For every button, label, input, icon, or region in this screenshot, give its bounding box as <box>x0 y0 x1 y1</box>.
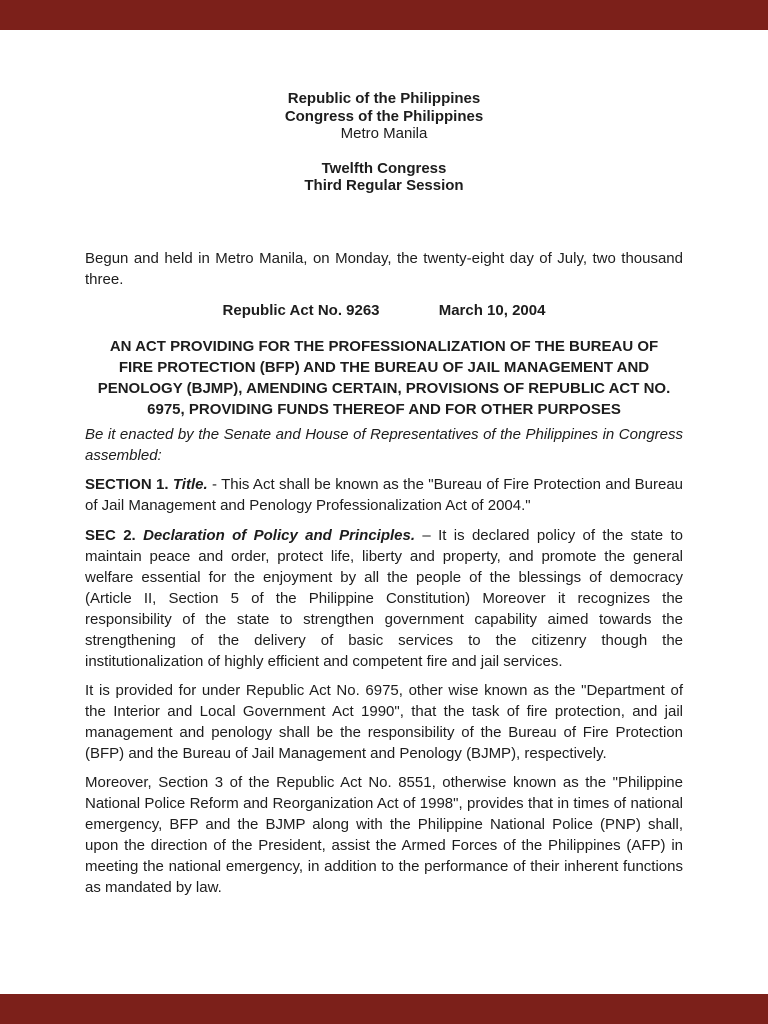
viewer-top-bar <box>0 0 768 30</box>
section-1-heading: Title. <box>172 475 208 493</box>
act-date: March 10, 2004 <box>438 301 546 319</box>
ra-6975-paragraph: It is provided for under Republic Act No. 6975, other wise known as the "Department of the Interior and Local Government Act 1990", that the task of fire protection, and jail management and penology shall be the responsibility of the Bureau of Fire Protection (BFP) and the Bureau of Jail Management and Penology (BJMP), respectively. <box>85 681 683 762</box>
header-metro-manila-line: Metro Manila <box>340 125 428 142</box>
section-2-paragraph <box>85 525 683 672</box>
document-page <box>0 30 768 994</box>
act-title-line: FIRE PROTECTION (BFP) AND THE BUREAU OF JAIL MANAGEMENT AND <box>118 358 650 376</box>
section-1-paragraph <box>85 474 683 516</box>
section-2-heading: Declaration of Policy and Principles. <box>143 526 416 544</box>
ra-8551-paragraph: Moreover, Section 3 of the Republic Act No. 8551, otherwise known as the "Philippine National Police Reform and Reorganization Act of 1998", provides that in times of national emergency, BFP and the BJMP along with the Philippine National Police (PNP) shall, upon the direction of the President, assist the Armed Forces of the Philippines (AFP) in meeting the national emergency, in addition to the performance of their inherent functions as mandated by law. <box>85 773 683 896</box>
preamble-paragraph: Begun and held in Metro Manila, on Monday, the twenty-eight day of July, two thousand three. <box>85 249 683 288</box>
viewer-bottom-bar <box>0 994 768 1024</box>
act-number: Republic Act No. 9263 <box>222 301 380 319</box>
act-title-line: 6975, PROVIDING FUNDS THEREOF AND FOR OTHER PURPOSES <box>147 400 621 418</box>
header-session-line: Third Regular Session <box>304 177 464 194</box>
section-1-body: - This Act shall be known as the "Bureau of Fire Protection and Bureau of Jail Management and Penology Professionalization Act of 2004." <box>85 475 684 514</box>
document-header <box>85 90 683 195</box>
header-twelfth-congress-line: Twelfth Congress <box>321 159 447 177</box>
section-1-label: SECTION 1. <box>85 475 169 493</box>
enacting-clause: Be it enacted by the Senate and House of Representatives of the Philippines in Congress assembled: <box>85 425 683 464</box>
header-republic-line: Republic of the Philippines <box>287 90 481 107</box>
act-number-line <box>85 300 683 321</box>
act-title-line: AN ACT PROVIDING FOR THE PROFESSIONALIZATION OF THE BUREAU OF <box>109 337 659 355</box>
act-title-line: PENOLOGY (BJMP), AMENDING CERTAIN, PROVISIONS OF REPUBLIC ACT NO. <box>97 379 671 397</box>
section-2-body: – It is declared policy of the state to maintain peace and order, protect life, liberty and property, and promote the general welfare essential for the enjoyment by all the people of the blessings of democracy (Article II, Section 5 of the Philippine Constitution) Moreover it recognizes the responsibility of the state to strengthen government capability aimed towards the strengthening of the delivery of basic services to the citizenry though the institutionalization of highly efficient and competent fire and jail services. <box>85 526 683 670</box>
section-2-label: SEC 2. <box>85 526 136 544</box>
act-title-block <box>85 336 683 420</box>
header-congress-line: Congress of the Philippines <box>284 107 484 125</box>
